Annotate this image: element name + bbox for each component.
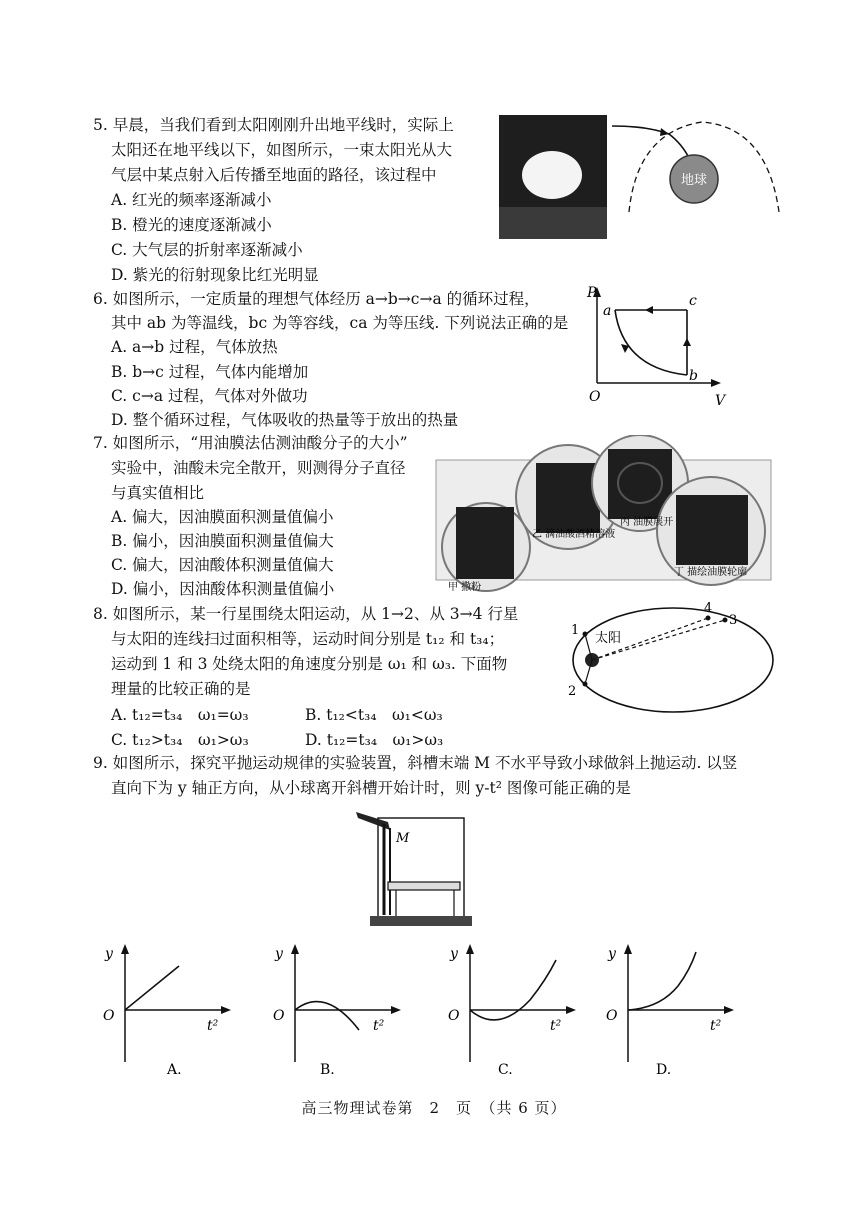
y-axis-label: y <box>275 946 283 962</box>
graph-c-letter: C. <box>498 1062 513 1078</box>
q6-option-a: A. a→b 过程，气体放热 <box>111 338 278 356</box>
q8-option-d: D. t₁₂=t₃₄ ω₁>ω₃ <box>305 731 444 749</box>
q7-option-d: D. 偏小，因油酸体积测量值偏小 <box>111 580 335 598</box>
graph-b-curve <box>295 1002 359 1030</box>
q7-option-a: A. 偏大，因油膜面积测量值偏小 <box>111 508 334 526</box>
origin-label: O <box>589 389 601 405</box>
q6-option-b: B. b→c 过程，气体内能增加 <box>111 363 309 381</box>
x-axis-label: t² <box>373 1018 385 1034</box>
q5-stem-line: 太阳还在地平线以下，如图所示，一束太阳光从大 <box>111 141 453 159</box>
q5-option-d: D. 紫光的衍射现象比红光明显 <box>111 266 319 284</box>
q6-pv-diagram <box>585 283 735 411</box>
y-axis-label: y <box>105 946 113 962</box>
point-c-label: c <box>689 293 697 309</box>
q6-option-d: D. 整个循环过程，气体吸收的热量等于放出的热量 <box>111 411 459 429</box>
q7-stem-line: 7. 如图所示，“用油膜法估测油酸分子的大小” <box>93 434 408 452</box>
origin-label: O <box>273 1008 285 1024</box>
q9-apparatus <box>348 800 478 930</box>
q9-graph-a <box>95 938 235 1078</box>
step-1-label: 甲 撒粉 <box>448 582 482 593</box>
q9-graph-d <box>598 938 738 1078</box>
q9-graph-c <box>440 938 580 1078</box>
point-2-label: 2 <box>568 684 577 699</box>
sun-disc <box>522 151 582 199</box>
q8-option-b: B. t₁₂<t₃₄ ω₁<ω₃ <box>305 706 443 724</box>
q8-option-c: C. t₁₂>t₃₄ ω₁>ω₃ <box>111 731 249 749</box>
origin-label: O <box>448 1008 460 1024</box>
q8-stem-line: 与太阳的连线扫过面积相等，运动时间分别是 t₁₂ 和 t₃₄； <box>111 630 505 648</box>
point-3-label: 3 <box>729 613 738 628</box>
q7-option-c: C. 偏大，因油酸体积测量值偏大 <box>111 556 334 574</box>
q5-option-a: A. 红光的频率逐渐减小 <box>111 191 272 209</box>
x-axis-label: t² <box>550 1018 562 1034</box>
point-m-label: M <box>396 831 410 846</box>
q5-stem-line: 气层中某点射入后传播至地面的路径，该过程中 <box>111 166 437 184</box>
graph-a-curve <box>125 966 179 1010</box>
q8-orbit-figure <box>565 600 785 718</box>
light-path <box>669 134 689 158</box>
q5-option-c: C. 大气层的折射率逐渐减小 <box>111 241 303 259</box>
sun-label: 太阳 <box>595 631 622 646</box>
graph-b-letter: B. <box>320 1062 335 1078</box>
q8-stem-line: 运动到 1 和 3 处绕太阳的角速度分别是 ω₁ 和 ω₃. 下面物 <box>111 655 508 673</box>
x-axis-label: V <box>715 393 726 409</box>
origin-label: O <box>103 1008 115 1024</box>
q8-stem-line: 理量的比较正确的是 <box>111 680 251 698</box>
graph-c-curve <box>470 960 556 1020</box>
page-footer: 高三物理试卷第 2 页 （共 6 页） <box>301 1099 567 1117</box>
q7-figure <box>428 435 778 600</box>
x-axis-label: t² <box>207 1018 219 1034</box>
earth-label: 地球 <box>680 173 708 188</box>
point-a-label: a <box>603 303 612 319</box>
q9-graph-b <box>265 938 405 1078</box>
q9-stem-line: 直向下为 y 轴正方向，从小球离开斜槽开始计时，则 y-t² 图像可能正确的是 <box>111 779 631 797</box>
q7-option-b: B. 偏小，因油膜面积测量值偏大 <box>111 532 334 550</box>
q6-stem-line: 其中 ab 为等温线，bc 为等容线，ca 为等压线. 下列说法正确的是 <box>111 314 569 332</box>
q9-stem-line: 9. 如图所示，探究平抛运动规律的实验装置，斜槽末端 M 不水平导致小球做斜上抛运动. 以竖 <box>93 754 738 772</box>
q7-stem-line: 与真实值相比 <box>111 484 205 502</box>
graph-a-letter: A. <box>167 1062 182 1078</box>
q6-option-c: C. c→a 过程，气体对外做功 <box>111 387 308 405</box>
step-3-label: 丙 油膜展开 <box>620 517 674 528</box>
q8-option-a: A. t₁₂=t₃₄ ω₁=ω₃ <box>111 706 249 724</box>
step-2-label: 乙 滴油酸酒精溶液 <box>532 529 616 540</box>
q6-stem-line: 6. 如图所示，一定质量的理想气体经历 a→b→c→a 的循环过程， <box>93 290 540 308</box>
q5-stem-line: 5. 早晨，当我们看到太阳刚刚升出地平线时，实际上 <box>93 116 454 134</box>
graph-d-letter: D. <box>656 1062 672 1078</box>
point-b-label: b <box>689 368 698 384</box>
point-4-label: 4 <box>704 601 713 616</box>
y-axis-label: y <box>608 946 616 962</box>
graph-d-curve <box>628 952 696 1010</box>
y-axis-label: y <box>450 946 458 962</box>
orbit-ellipse <box>573 608 773 712</box>
point-1-label: 1 <box>571 623 580 638</box>
q8-stem-line: 8. 如图所示，某一行星围绕太阳运动，从 1→2、从 3→4 行星 <box>93 605 519 623</box>
step-4-label: 丁 描绘油膜轮廓 <box>674 567 748 578</box>
origin-label: O <box>606 1008 618 1024</box>
y-axis-label: P <box>587 285 597 301</box>
q7-stem-line: 实验中，油酸未完全散开，则测得分子直径 <box>111 459 406 477</box>
x-axis-label: t² <box>710 1018 722 1034</box>
ab-isotherm <box>615 310 687 375</box>
q5-figure <box>497 112 787 242</box>
q5-option-b: B. 橙光的速度逐渐减小 <box>111 216 272 234</box>
